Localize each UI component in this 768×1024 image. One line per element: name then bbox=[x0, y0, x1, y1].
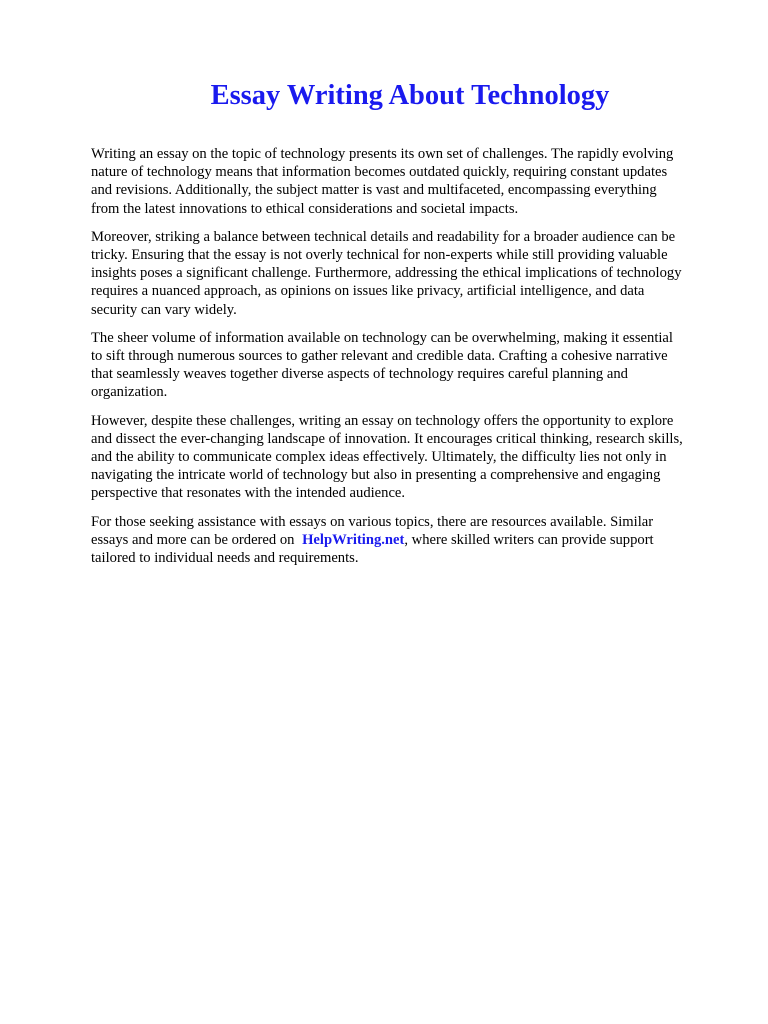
closing-text-before-link: essays and more can be ordered on bbox=[91, 531, 299, 548]
paragraph-1 bbox=[91, 145, 731, 218]
paragraph-line: navigating the intricate world of technology but also in presenting a comprehensive and engaging bbox=[91, 467, 661, 484]
paragraph-line: nature of technology means that information becomes outdated quickly, requiring constant updates bbox=[91, 164, 668, 181]
paragraph-line: and the ability to communicate complex ideas effectively. Ultimately, the difficulty lies not only in bbox=[91, 449, 667, 466]
paragraph-line: to sift through numerous sources to gather relevant and credible data. Crafting a cohesive narrative bbox=[91, 348, 668, 365]
paragraph-line: tailored to individual needs and requirements. bbox=[91, 550, 359, 567]
paragraph-line: and dissect the ever-changing landscape of innovation. It encourages critical thinking, research skills, bbox=[91, 430, 683, 447]
document-title: Essay Writing About Technology bbox=[210, 80, 610, 111]
paragraph-line: security can vary widely. bbox=[91, 301, 237, 318]
paragraph-line: However, despite these challenges, writing an essay on technology offers the opportunity to explore bbox=[91, 412, 674, 429]
paragraph-line: organization. bbox=[91, 384, 168, 401]
document-body bbox=[91, 145, 731, 577]
paragraph-line: Writing an essay on the topic of technology presents its own set of challenges. The rapidly evolving bbox=[91, 146, 674, 162]
paragraph-4 bbox=[91, 412, 731, 503]
paragraph-3 bbox=[91, 329, 731, 402]
helpwriting-link[interactable]: HelpWriting.net bbox=[302, 531, 405, 548]
paragraph-line: and revisions. Additionally, the subject matter is vast and multifaceted, encompassing everything bbox=[91, 182, 657, 199]
paragraph-line: insights poses a significant challenge. Furthermore, addressing the ethical implications of technology bbox=[91, 265, 682, 282]
paragraph-line: Moreover, striking a balance between technical details and readability for a broader audience can be bbox=[91, 228, 676, 245]
paragraph-line: For those seeking assistance with essays on various topics, there are resources available. Similar bbox=[91, 513, 654, 530]
paragraph-line: perspective that resonates with the intended audience. bbox=[91, 485, 406, 502]
paragraph-line: from the latest innovations to ethical considerations and societal impacts. bbox=[91, 200, 519, 217]
paragraph-2 bbox=[91, 228, 731, 319]
paragraph-closing bbox=[91, 513, 731, 568]
paragraph-line-with-link bbox=[91, 531, 731, 549]
paragraph-line: The sheer volume of information available on technology can be overwhelming, making it essential bbox=[91, 329, 673, 346]
paragraph-line: that seamlessly weaves together diverse aspects of technology requires careful planning and bbox=[91, 366, 628, 383]
paragraph-line: tricky. Ensuring that the essay is not overly technical for non-experts while still providing valuable bbox=[91, 247, 668, 264]
closing-text-after-link: , where skilled writers can provide support bbox=[404, 531, 654, 548]
paragraph-line: requires a nuanced approach, as opinions on issues like privacy, artificial intelligence, and data bbox=[91, 283, 645, 300]
